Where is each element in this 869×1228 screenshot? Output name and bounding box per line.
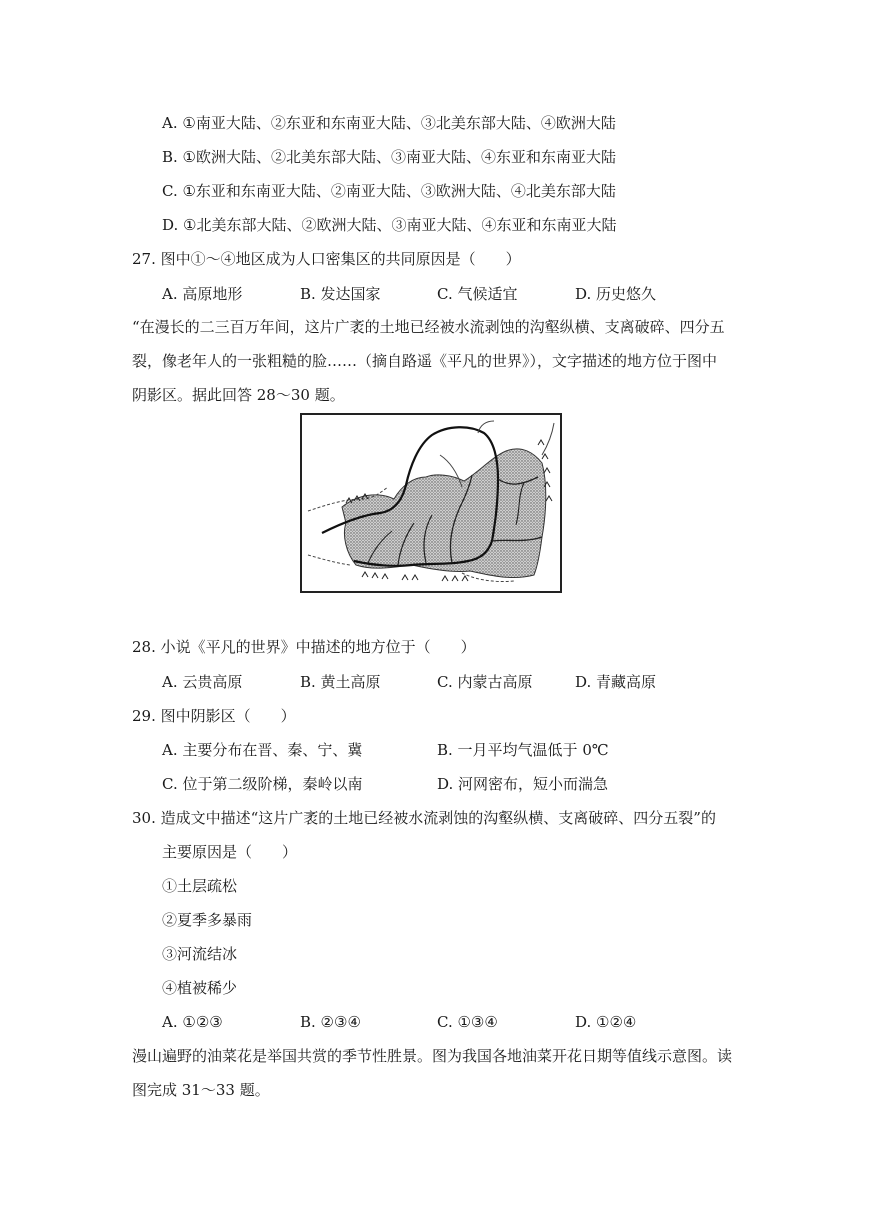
q27-option-b: B. 发达国家 [300,285,381,303]
q30-option-a: A. ①②③ [162,1013,223,1031]
q27-stem: 27. 图中①～④地区成为人口密集区的共同原因是（ ） [132,250,521,268]
q28-option-c: C. 内蒙古高原 [437,673,533,691]
q30-stem-line-2: 主要原因是（ ） [162,843,298,861]
q26-option-c: C. ①东亚和东南亚大陆、②南亚大陆、③欧洲大陆、④北美东部大陆 [162,182,616,200]
q30-option-c: C. ①③④ [437,1013,498,1031]
q30-option-b: B. ②③④ [300,1013,361,1031]
q30-item-3: ③河流结冰 [162,945,238,963]
q29-option-d: D. 河网密布，短小而湍急 [437,775,609,793]
q30-item-4: ④植被稀少 [162,979,238,997]
q29-option-b: B. 一月平均气温低于 0℃ [437,741,609,759]
q28-option-b: B. 黄土高原 [300,673,381,691]
q27-option-c: C. 气候适宜 [437,285,518,303]
q26-option-d: D. ①北美东部大陆、②欧洲大陆、③南亚大陆、④东亚和东南亚大陆 [162,216,617,234]
passage-line-2: 裂，像老年人的一张粗糙的脸……（摘自路遥《平凡的世界》），文字描述的地方位于图中 [132,352,718,370]
q29-stem: 29. 图中阴影区（ ） [132,707,296,725]
q29-option-a: A. 主要分布在晋、秦、宁、冀 [162,741,363,759]
passage-line-1: “在漫长的二三百万年间，这片广袤的土地已经被水流剥蚀的沟壑纵横、支离破碎、四分五 [132,318,725,336]
q28-option-a: A. 云贵高原 [162,673,243,691]
q29-option-c: C. 位于第二级阶梯，秦岭以南 [162,775,363,793]
map-drawing [302,415,560,591]
q27-option-a: A. 高原地形 [162,285,243,303]
q28-option-d: D. 青藏高原 [575,673,657,691]
loess-plateau-map [300,413,562,593]
passage-line-3: 阴影区。据此回答 28～30 题。 [132,386,345,404]
q26-option-a: A. ①南亚大陆、②东亚和东南亚大陆、③北美东部大陆、④欧洲大陆 [162,114,616,132]
passage2-line-2: 图完成 31～33 题。 [132,1081,270,1099]
q30-stem-line-1: 30. 造成文中描述“这片广袤的土地已经被水流剥蚀的沟壑纵横、支离破碎、四分五裂”的 [132,809,716,827]
passage2-line-1: 漫山遍野的油菜花是举国共赏的季节性胜景。图为我国各地油菜开花日期等值线示意图。读 [132,1047,733,1065]
q26-option-b: B. ①欧洲大陆、②北美东部大陆、③南亚大陆、④东亚和东南亚大陆 [162,148,617,166]
q30-item-1: ①土层疏松 [162,877,238,895]
q30-option-d: D. ①②④ [575,1013,637,1031]
q27-option-d: D. 历史悠久 [575,285,657,303]
q28-stem: 28. 小说《平凡的世界》中描述的地方位于（ ） [132,638,476,656]
q30-item-2: ②夏季多暴雨 [162,911,253,929]
